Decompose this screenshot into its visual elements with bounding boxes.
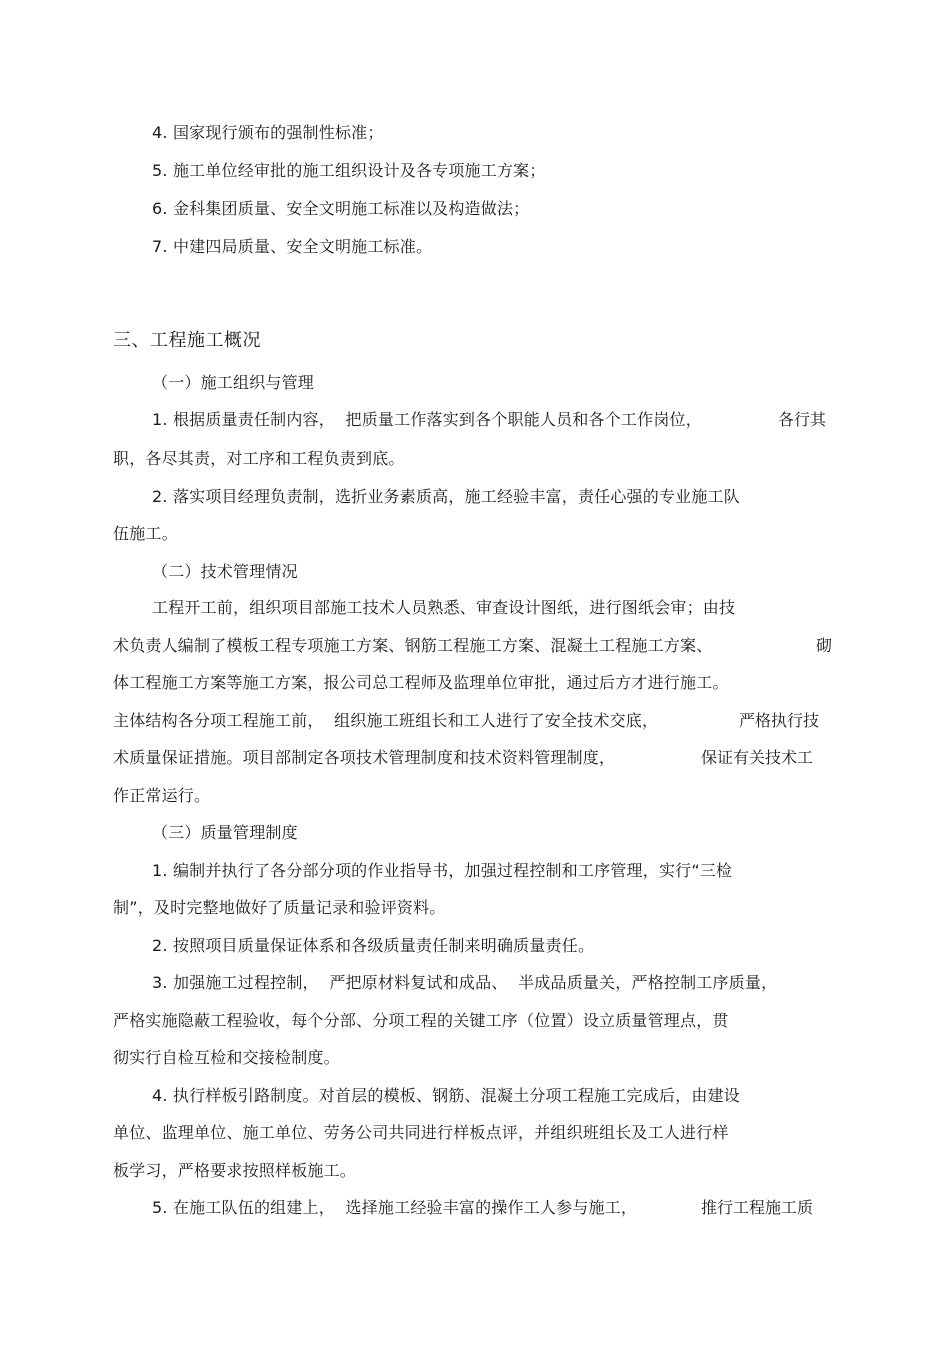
basis-item-5: 5. 施工单位经审批的施工组织设计及各专项施工方案； [152,161,546,180]
sub2-line4-tail: 严格执行技 [739,711,820,730]
sub3-p2-line1: 2. 按照项目质量保证体系和各级质量责任制来明确质量责任。 [152,936,595,955]
sub2-title: （二）技术管理情况 [152,562,298,581]
section-title: 三、工程施工概况 [113,330,261,351]
sub2-line2: 术负责人编制了模板工程专项施工方案、钢筋工程施工方案、混凝土工程施工方案、 [113,636,713,655]
sub2-line4: 主体结构各分项工程施工前， 组织施工班组长和工人进行了安全技术交底， [113,711,659,730]
sub1-p2-line2: 伍施工。 [113,524,178,543]
sub3-p4-line2: 单位、监理单位、施工单位、劳务公司共同进行样板点评，并组织班组长及工人进行样 [113,1123,729,1142]
sub2-line5-tail: 保证有关技术工 [701,748,814,767]
sub3-p5-line1: 5. 在施工队伍的组建上， 选择施工经验丰富的操作工人参与施工， [152,1198,638,1217]
sub2-line2-tail: 砌 [816,636,833,655]
sub1-title: （一）施工组织与管理 [152,373,315,392]
sub2-line5: 术质量保证措施。项目部制定各项技术管理制度和技术资料管理制度， [113,748,616,767]
sub3-p1-line2: 制”，及时完整地做好了质量记录和验评资料。 [113,898,446,917]
sub3-p3-line2: 严格实施隐蔽工程验收，每个分部、分项工程的关键工序（位置）设立质量管理点，贯 [113,1011,729,1030]
sub1-p1-line2: 职，各尽其责，对工序和工程负责到底。 [113,449,405,468]
basis-item-7: 7. 中建四局质量、安全文明施工标准。 [152,237,433,256]
basis-item-6: 6. 金科集团质量、安全文明施工标准以及构造做法； [152,199,530,218]
sub3-p5-line1-tail: 推行工程施工质 [701,1198,814,1217]
sub3-title: （三）质量管理制度 [152,823,298,842]
sub3-p3-line1: 3. 加强施工过程控制， 严把原材料复试和成品、 半成品质量关，严格控制工序质量， [152,973,778,992]
sub2-line1: 工程开工前，组织项目部施工技术人员熟悉、审查设计图纸，进行图纸会审；由技 [152,598,736,617]
sub2-line3: 体工程施工方案等施工方案，报公司总工程师及监理单位审批，通过后方才进行施工。 [113,673,729,692]
sub1-p1-line1-tail: 各行其 [778,410,827,429]
sub3-p1-line1: 1. 编制并执行了各分部分项的作业指导书，加强过程控制和工序管理，实行“三检 [152,861,733,880]
sub3-p3-line3: 彻实行自检互检和交接检制度。 [113,1048,340,1067]
sub1-p1-line1: 1. 根据质量责任制内容， 把质量工作落实到各个职能人员和各个工作岗位， [152,410,702,429]
sub2-line6: 作正常运行。 [113,786,211,805]
sub3-p4-line1: 4. 执行样板引路制度。对首层的模板、钢筋、混凝土分项工程施工完成后，由建设 [152,1086,740,1105]
sub3-p4-line3: 板学习，严格要求按照样板施工。 [113,1161,357,1180]
basis-item-4: 4. 国家现行颁布的强制性标准； [152,123,384,142]
sub1-p2-line1: 2. 落实项目经理负责制，选折业务素质高，施工经验丰富，责任心强的专业施工队 [152,487,740,506]
